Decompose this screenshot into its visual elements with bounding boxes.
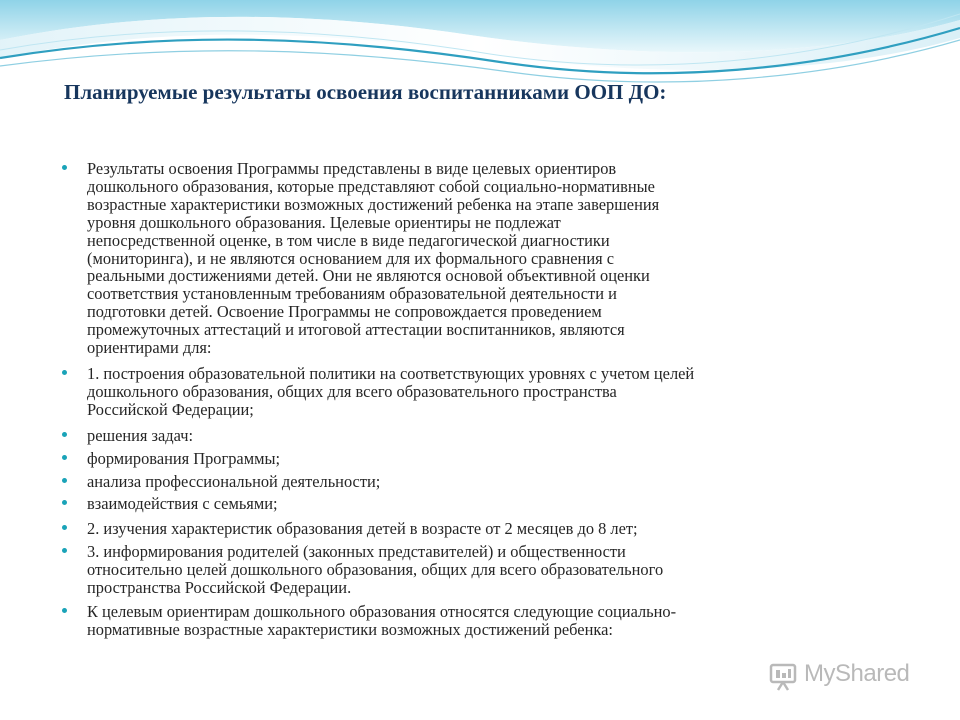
bullet-dot-icon xyxy=(62,370,67,375)
bullet-item xyxy=(62,473,842,491)
bullet-line: соответствия установленным требованиям образовательной деятельности и xyxy=(87,284,617,304)
bullet-dot-icon xyxy=(62,455,67,460)
bullet-dot-icon xyxy=(62,500,67,505)
bullet-item xyxy=(62,495,842,513)
bullet-line: дошкольного образования, общих для всего образовательного пространства xyxy=(87,381,617,401)
bullet-dot-icon xyxy=(62,548,67,553)
bullet-line: подготовки детей. Освоение Программы не сопровождается проведением xyxy=(87,302,602,322)
watermark-text: MyShared xyxy=(804,660,910,687)
bullet-item xyxy=(62,427,842,445)
header-wave-decoration xyxy=(0,0,960,140)
bullet-line: возрастные характеристики возможных достижений ребенка на этапе завершения xyxy=(87,194,660,214)
bullet-line: Результаты освоения Программы представлены в виде целевых ориентиров xyxy=(87,159,617,178)
bullet-item xyxy=(62,603,842,639)
bullet-dot-icon xyxy=(62,165,67,170)
bullet-line: дошкольного образования, которые представляют собой социально-нормативные xyxy=(87,176,655,196)
bullet-list xyxy=(62,160,842,639)
bullet-item xyxy=(62,365,842,419)
bullet-dot-icon xyxy=(62,525,67,530)
bullet-line: непосредственной оценке, в том числе в виде педагогической диагностики xyxy=(87,230,610,250)
bullet-dot-icon xyxy=(62,432,67,437)
bullet-line: формирования Программы; xyxy=(87,448,281,468)
bullet-line: нормативные возрастные характеристики возможных достижений ребенка: xyxy=(87,619,613,639)
bullet-dot-icon xyxy=(62,478,67,483)
bullet-line: промежуточных аттестаций и итоговой аттестации воспитанников, являются xyxy=(87,320,625,340)
bullet-line: К целевым ориентирам дошкольного образования относятся следующие социально- xyxy=(87,601,677,621)
bullet-line: взаимодействия с семьями; xyxy=(87,494,278,514)
bullet-line: относительно целей дошкольного образования, общих для всего образовательного xyxy=(87,560,664,580)
bullet-item xyxy=(62,543,842,597)
bullet-item xyxy=(62,520,842,538)
bullet-line: решения задач: xyxy=(87,425,194,445)
bullet-line: 1. построения образовательной политики на соответствующих уровнях с учетом целей xyxy=(87,363,695,383)
bullet-line: 3. информирования родителей (законных представителей) и общественности xyxy=(87,542,626,562)
bullet-line: анализа профессиональной деятельности; xyxy=(87,471,381,491)
myshared-watermark xyxy=(767,658,922,694)
bullet-line: уровня дошкольного образования. Целевые ориентиры не подлежат xyxy=(87,212,561,232)
bullet-line: (мониторинга), и не являются основанием для их формального сравнения с xyxy=(87,248,615,268)
bullet-line: пространства Российской Федерации. xyxy=(87,578,352,598)
bullet-line: ориентирами для: xyxy=(87,338,212,358)
bullet-line: Российской Федерации; xyxy=(87,399,254,419)
bullet-line: реальными достижениями детей. Они не являются основой объективной оценки xyxy=(87,266,650,286)
slide-title: Планируемые результаты освоения воспитанниками ООП ДО: xyxy=(64,80,667,104)
presentation-board-icon xyxy=(767,660,799,692)
bullet-dot-icon xyxy=(62,608,67,613)
bullet-item xyxy=(62,160,842,357)
bullet-line: 2. изучения характеристик образования детей в возрасте от 2 месяцев до 8 лет; xyxy=(87,519,638,539)
bullet-item xyxy=(62,450,842,468)
